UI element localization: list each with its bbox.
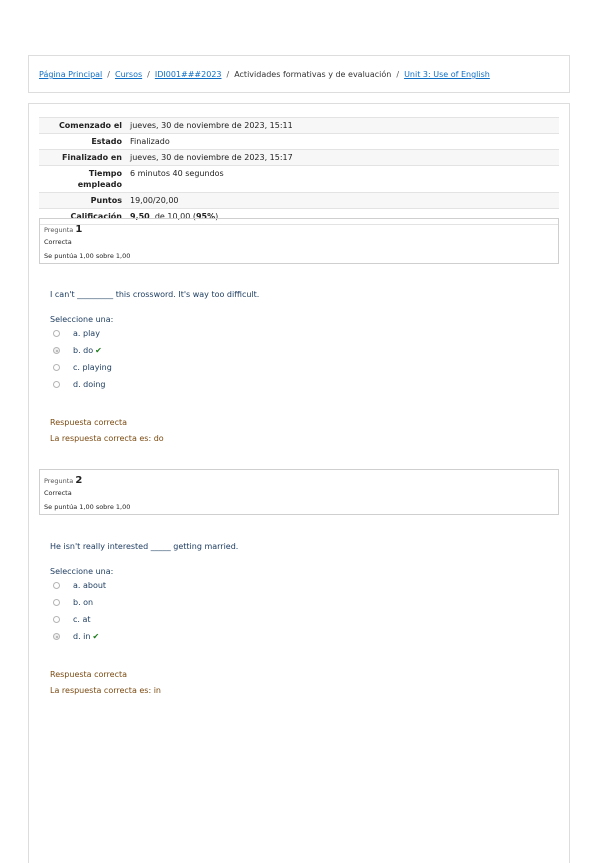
attempt-summary-table	[39, 117, 559, 225]
breadcrumb-separator: /	[147, 70, 150, 79]
option-label: b. do	[73, 346, 94, 355]
check-icon: ✔	[95, 346, 102, 355]
option-label: d. in	[73, 632, 91, 641]
summary-label: Calificación	[39, 209, 127, 225]
summary-label: Comenzado el	[39, 118, 127, 134]
radio-button[interactable]	[53, 582, 60, 589]
radio-button[interactable]	[53, 616, 60, 623]
right-answer-text: La respuesta correcta es: in	[50, 686, 162, 695]
summary-value: jueves, 30 de noviembre de 2023, 15:17	[127, 150, 559, 166]
grade-close: )	[215, 212, 219, 221]
summary-row-finished	[39, 150, 559, 166]
radio-button-selected[interactable]	[53, 347, 60, 354]
option-label: b. on	[73, 598, 94, 607]
feedback-text: Respuesta correcta	[50, 670, 128, 679]
breadcrumb-separator: /	[226, 70, 230, 79]
option-label: c. playing	[73, 363, 112, 372]
grade-value: 9,50	[130, 212, 150, 221]
feedback-text: Respuesta correcta	[50, 418, 128, 427]
summary-value: 6 minutos 40 segundos	[127, 166, 559, 193]
radio-button[interactable]	[53, 381, 60, 388]
question-info-1	[39, 218, 559, 264]
grade-percent: 95%	[195, 212, 216, 221]
option-label: c. at	[73, 615, 91, 624]
summary-label: Estado	[39, 134, 127, 150]
question-text-2: He isn't really interested _____ getting married.	[50, 542, 239, 551]
right-answer-text: La respuesta correcta es: do	[50, 434, 164, 443]
radio-button-selected[interactable]	[53, 633, 60, 640]
radio-button[interactable]	[53, 330, 60, 337]
question-number: Pregunta 2	[44, 475, 83, 486]
question-grade: Se puntúa 1,00 sobre 1,00	[44, 503, 131, 511]
breadcrumb-courses[interactable]: Cursos	[114, 70, 143, 79]
summary-value: jueves, 30 de noviembre de 2023, 15:11	[127, 118, 559, 134]
check-icon: ✔	[92, 632, 100, 641]
breadcrumb-separator: /	[107, 70, 110, 79]
quiz-review-panel	[28, 103, 570, 863]
grade-suffix: de 10,00 (	[154, 212, 196, 221]
summary-row-started	[39, 118, 559, 134]
summary-label: Finalizado en	[39, 150, 127, 166]
summary-label: Puntos	[39, 193, 127, 209]
radio-button[interactable]	[53, 599, 60, 606]
select-prompt: Seleccione una:	[50, 315, 114, 324]
summary-value: 19,00/20,00	[127, 193, 559, 209]
question-state: Correcta	[44, 238, 72, 246]
question-info-2	[39, 469, 559, 515]
breadcrumb-bar	[28, 55, 570, 93]
breadcrumb-home[interactable]: Página Principal	[39, 70, 103, 79]
question-state: Correcta	[44, 489, 72, 497]
option-label: d. doing	[73, 380, 106, 389]
breadcrumb-unit[interactable]: Unit 3: Use of English	[404, 70, 490, 79]
question-text-1: I can't _________ this crossword. It's way too difficult.	[50, 290, 260, 299]
radio-button[interactable]	[53, 364, 60, 371]
summary-row-time	[39, 166, 559, 193]
option-label: a. play	[73, 329, 100, 338]
breadcrumb-separator: /	[396, 70, 400, 79]
breadcrumb-section: Actividades formativas y de evaluación	[234, 70, 392, 79]
question-grade: Se puntúa 1,00 sobre 1,00	[44, 252, 131, 260]
question-number: Pregunta 1	[44, 224, 83, 235]
summary-row-state	[39, 134, 559, 150]
summary-value: Finalizado	[127, 134, 559, 150]
summary-label: Tiempo empleado	[39, 166, 127, 193]
option-label: a. about	[73, 581, 107, 590]
select-prompt: Seleccione una:	[50, 567, 114, 576]
breadcrumb-course[interactable]: IDI001###2023	[154, 70, 222, 79]
breadcrumb	[39, 70, 490, 79]
summary-row-points	[39, 193, 559, 209]
